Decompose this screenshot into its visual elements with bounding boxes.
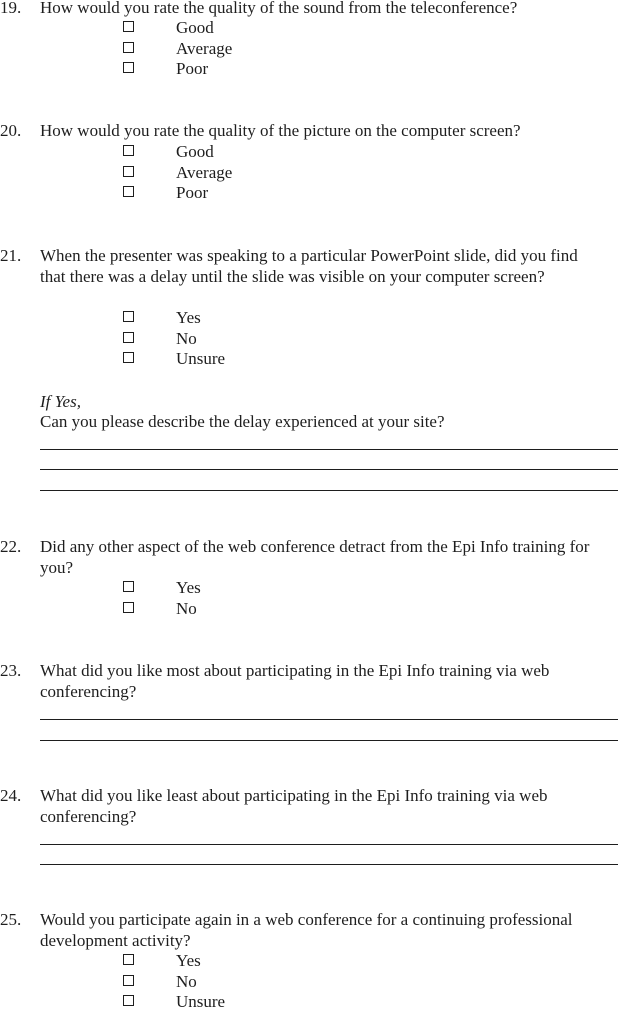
option-label: Good: [176, 18, 214, 37]
option-row[interactable]: [0, 599, 624, 619]
checkbox[interactable]: [123, 145, 134, 156]
answer-line[interactable]: [40, 864, 618, 865]
option-label: Good: [176, 142, 214, 161]
checkbox[interactable]: [123, 975, 134, 986]
question-text-line-2: that there was a delay until the slide was visible on your computer screen?: [40, 267, 545, 286]
question-text-line-1: When the presenter was speaking to a particular PowerPoint slide, did you find: [40, 246, 578, 265]
option-label: No: [176, 599, 197, 618]
question-number: 19.: [0, 0, 22, 17]
checkbox[interactable]: [123, 954, 134, 965]
option-label: No: [176, 329, 197, 348]
question-number: 22.: [0, 537, 22, 556]
checkbox[interactable]: [123, 42, 134, 53]
checkbox[interactable]: [123, 332, 134, 343]
question-number: 21.: [0, 246, 22, 265]
checkbox[interactable]: [123, 581, 134, 592]
option-row[interactable]: [0, 183, 624, 203]
question-number: 25.: [0, 910, 22, 929]
question-text-line-2: conferencing?: [40, 807, 137, 826]
answer-line[interactable]: [40, 844, 618, 845]
checkbox[interactable]: [123, 352, 134, 363]
option-label: No: [176, 972, 197, 991]
option-row[interactable]: [0, 308, 624, 328]
option-label: Poor: [176, 183, 209, 202]
question-text-line-1: What did you like most about participating in the Epi Info training via web: [40, 661, 550, 680]
answer-line[interactable]: [40, 740, 618, 741]
option-row[interactable]: [0, 59, 624, 79]
question-text-line-1: Would you participate again in a web conference for a continuing professional: [40, 910, 573, 929]
question-number: 23.: [0, 661, 22, 680]
option-row[interactable]: [0, 39, 624, 59]
option-row[interactable]: [0, 18, 624, 38]
question-text-line-2: you?: [40, 558, 74, 577]
checkbox[interactable]: [123, 21, 134, 32]
question-text-line-1: Did any other aspect of the web conference detract from the Epi Info training for: [40, 537, 590, 556]
checkbox[interactable]: [123, 602, 134, 613]
option-label: Average: [176, 39, 233, 58]
question-text-line-1: What did you like least about participating in the Epi Info training via web: [40, 786, 548, 805]
checkbox[interactable]: [123, 995, 134, 1006]
option-row[interactable]: [0, 992, 624, 1012]
question-text: How would you rate the quality of the sound from the teleconference?: [40, 0, 518, 17]
answer-line[interactable]: [40, 469, 618, 470]
checkbox[interactable]: [123, 311, 134, 322]
option-row[interactable]: [0, 142, 624, 162]
checkbox[interactable]: [123, 62, 134, 73]
option-row[interactable]: [0, 349, 624, 369]
option-row[interactable]: [0, 972, 624, 992]
option-label: Yes: [176, 578, 201, 597]
option-row[interactable]: [0, 578, 624, 598]
option-label: Yes: [176, 951, 201, 970]
question-text-line-2: conferencing?: [40, 682, 137, 701]
followup-prompt: Can you please describe the delay experienced at your site?: [40, 412, 445, 431]
option-label: Yes: [176, 308, 201, 327]
checkbox[interactable]: [123, 186, 134, 197]
answer-line[interactable]: [40, 719, 618, 720]
followup-condition: If Yes,: [40, 392, 81, 411]
option-label: Average: [176, 163, 233, 182]
option-label: Unsure: [176, 349, 226, 368]
answer-line[interactable]: [40, 449, 618, 450]
option-row[interactable]: [0, 329, 624, 349]
option-row[interactable]: [0, 951, 624, 971]
option-label: Unsure: [176, 992, 226, 1011]
question-number: 20.: [0, 121, 22, 140]
question-text-line-2: development activity?: [40, 931, 191, 950]
option-row[interactable]: [0, 163, 624, 183]
question-text: How would you rate the quality of the picture on the computer screen?: [40, 121, 521, 140]
question-number: 24.: [0, 786, 22, 805]
answer-line[interactable]: [40, 490, 618, 491]
option-label: Poor: [176, 59, 209, 78]
checkbox[interactable]: [123, 166, 134, 177]
